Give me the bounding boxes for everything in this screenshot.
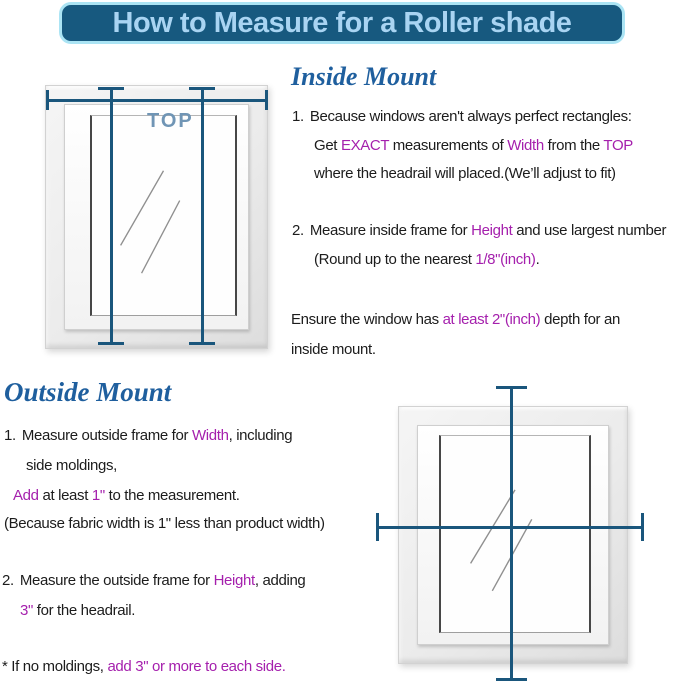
inside-mount-heading: Inside Mount — [291, 62, 437, 91]
inside-item-2-line-1 — [292, 221, 666, 241]
drop-line-right — [201, 87, 204, 345]
inside-depth-note-line-1: Ensure the window has at least 2"(inch) depth for an — [291, 311, 621, 328]
inside-depth-note-line-2: inside mount. — [291, 341, 376, 358]
inside-item-1-line-2: Get EXACT measurements of Width from the TOP — [314, 137, 633, 154]
item-text: Measure inside frame for Height and use largest number — [309, 222, 667, 239]
drop-line-left-cap-top — [98, 87, 124, 90]
drop-line-right-cap-bottom — [189, 342, 215, 345]
item-number: 2. — [292, 222, 304, 239]
outside-height-tick-bottom — [496, 678, 527, 681]
title-banner — [59, 2, 625, 44]
item-number: 2. — [2, 572, 14, 589]
glass-reflection-lines — [441, 436, 589, 632]
inside-item-1-line-3: where the headrail will placed.(We’ll adjust to fit) — [314, 165, 616, 182]
outside-mount-heading: Outside Mount — [4, 377, 172, 407]
drop-line-left-cap-bottom — [98, 342, 124, 345]
inside-item-1-line-1 — [292, 107, 632, 127]
page-title: How to Measure for a Roller shade — [112, 6, 572, 39]
outside-height-measure-line — [510, 387, 513, 681]
inside-item-2-line-2: (Round up to the nearest 1/8"(inch). — [314, 251, 540, 268]
outside-width-tick-right — [641, 513, 644, 541]
outside-footnote: * If no moldings, add 3" or more to each side. — [2, 658, 286, 675]
outside-width-measure-line — [377, 526, 643, 529]
width-measure-line — [47, 99, 268, 102]
item-text: Measure the outside frame for Height, adding — [19, 572, 306, 589]
outside-item-2-line-2: 3" for the headrail. — [20, 602, 136, 619]
item-number: 1. — [292, 108, 304, 125]
item-text: Because windows aren't always perfect rectangles: — [309, 108, 632, 125]
outside-item-1-line-4: (Because fabric width is 1" less than product width) — [4, 515, 325, 532]
width-measure-tick-right — [265, 90, 268, 110]
drop-line-left — [110, 87, 113, 345]
outside-item-1-line-3: Add at least 1" to the measurement. — [13, 487, 240, 504]
outside-height-tick-top — [496, 386, 527, 389]
item-text: Measure outside frame for Width, including — [21, 427, 293, 444]
width-measure-tick-left — [46, 90, 49, 110]
top-label: TOP — [147, 110, 194, 132]
window-glass — [439, 435, 591, 633]
drop-line-right-cap-top — [189, 87, 215, 90]
outside-width-tick-left — [376, 513, 379, 541]
outside-mount-window-image — [398, 406, 628, 664]
outside-item-1-line-2: side moldings, — [26, 457, 117, 474]
item-number: 1. — [4, 427, 16, 444]
outside-item-1-line-1 — [4, 426, 292, 446]
outside-item-2-line-1 — [2, 571, 305, 591]
glass-reflection-lines — [92, 116, 235, 315]
